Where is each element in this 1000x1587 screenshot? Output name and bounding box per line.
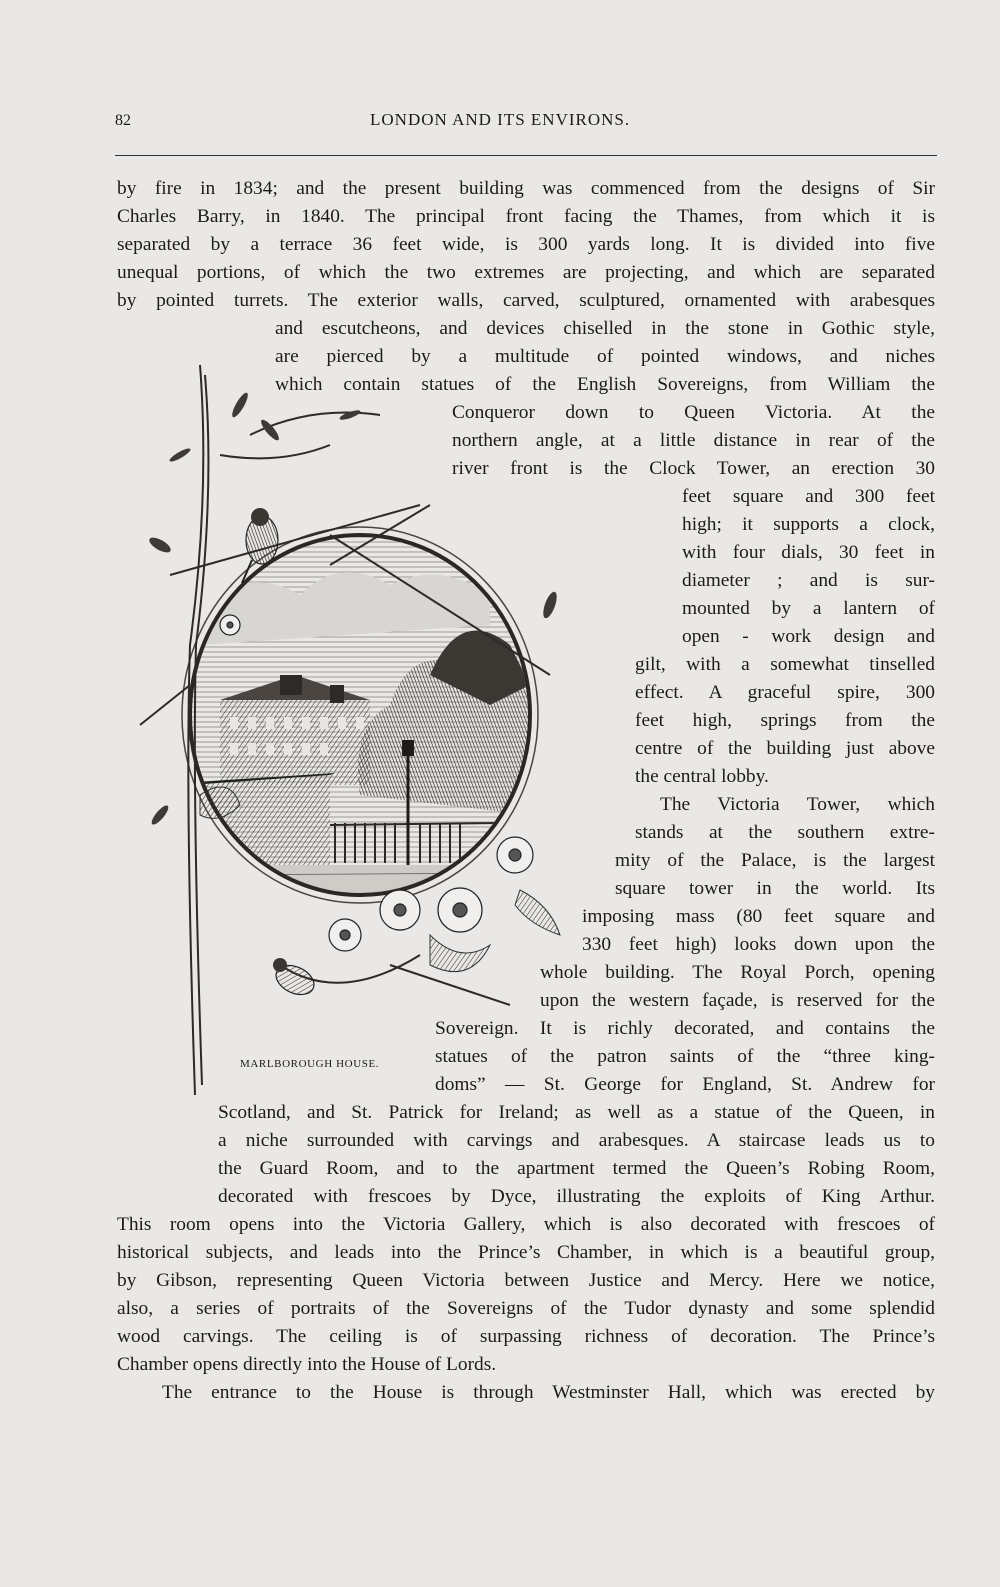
header-rule	[115, 155, 937, 156]
text-line: 330 feet high) looks down upon the	[582, 934, 935, 955]
text-line: the Guard Room, and to the apartment termed the Queen’s Robing Room,	[218, 1158, 935, 1179]
text-line: northern angle, at a little distance in rear of the	[452, 430, 935, 451]
text-line: imposing mass (80 feet square and	[582, 906, 935, 927]
text-line: Conqueror down to Queen Victoria. At the	[452, 402, 935, 423]
text-line: statues of the patron saints of the “three king-	[435, 1046, 935, 1067]
text-line: separated by a terrace 36 feet wide, is 300 yards long. It is divided into five	[117, 234, 935, 255]
text-line: doms” — St. George for England, St. Andrew for	[435, 1074, 935, 1095]
text-line: mounted by a lantern of	[682, 598, 935, 619]
text-line: by Gibson, representing Queen Victoria between Justice and Mercy. Here we notice,	[117, 1270, 935, 1291]
text-line: the central lobby.	[635, 766, 769, 787]
text-line: by pointed turrets. The exterior walls, carved, sculptured, ornamented with arabesques	[117, 290, 935, 311]
page-number: 82	[115, 112, 131, 129]
text-line: open - work design and	[682, 626, 935, 647]
text-line: wood carvings. The ceiling is of surpassing richness of decoration. The Prince’s	[117, 1326, 935, 1347]
text-line: which contain statues of the English Sovereigns, from William the	[275, 374, 935, 395]
text-line: Scotland, and St. Patrick for Ireland; as well as a statue of the Queen, in	[218, 1102, 935, 1123]
text-line: This room opens into the Victoria Gallery, which is also decorated with frescoes of	[117, 1214, 935, 1235]
page-header	[115, 112, 935, 142]
text-line: historical subjects, and leads into the Prince’s Chamber, in which is a beautiful group,	[117, 1242, 935, 1263]
text-line: are pierced by a multitude of pointed windows, and niches	[275, 346, 935, 367]
text-line: feet square and 300 feet	[682, 486, 935, 507]
text-line: Sovereign. It is richly decorated, and contains the	[435, 1018, 935, 1039]
illustration-caption: MARLBOROUGH HOUSE.	[240, 1058, 380, 1070]
text-line: and escutcheons, and devices chiselled in the stone in Gothic style,	[275, 318, 935, 339]
text-line: decorated with frescoes by Dyce, illustrating the exploits of King Arthur.	[218, 1186, 935, 1207]
text-line: Chamber opens directly into the House of Lords.	[117, 1354, 497, 1375]
text-line: effect. A graceful spire, 300	[635, 682, 935, 703]
text-line: stands at the southern extre-	[635, 822, 935, 843]
text-line: mity of the Palace, is the largest	[615, 850, 935, 871]
text-line: river front is the Clock Tower, an erection 30	[452, 458, 935, 479]
text-line: The Victoria Tower, which	[660, 794, 935, 815]
text-line: with four dials, 30 feet in	[682, 542, 935, 563]
text-line: The entrance to the House is through Westminster Hall, which was erected by	[162, 1382, 935, 1403]
text-line: by fire in 1834; and the present building was commenced from the designs of Sir	[117, 178, 935, 199]
text-line: a niche surrounded with carvings and arabesques. A staircase leads us to	[218, 1130, 935, 1151]
text-line: upon the western façade, is reserved for the	[540, 990, 935, 1011]
text-line: unequal portions, of which the two extremes are projecting, and which are separated	[117, 262, 935, 283]
text-line: also, a series of portraits of the Sovereigns of the Tudor dynasty and some splendid	[117, 1298, 935, 1319]
text-line: gilt, with a somewhat tinselled	[635, 654, 935, 675]
text-line: square tower in the world. Its	[615, 878, 935, 899]
text-line: Charles Barry, in 1840. The principal front facing the Thames, from which it is	[117, 206, 935, 227]
text-line: feet high, springs from the	[635, 710, 935, 731]
text-line: whole building. The Royal Porch, opening	[540, 962, 935, 983]
text-line: centre of the building just above	[635, 738, 935, 759]
text-line: high; it supports a clock,	[682, 514, 935, 535]
running-title: LONDON AND ITS ENVIRONS.	[370, 110, 631, 129]
text-line: diameter ; and is sur-	[682, 570, 935, 591]
